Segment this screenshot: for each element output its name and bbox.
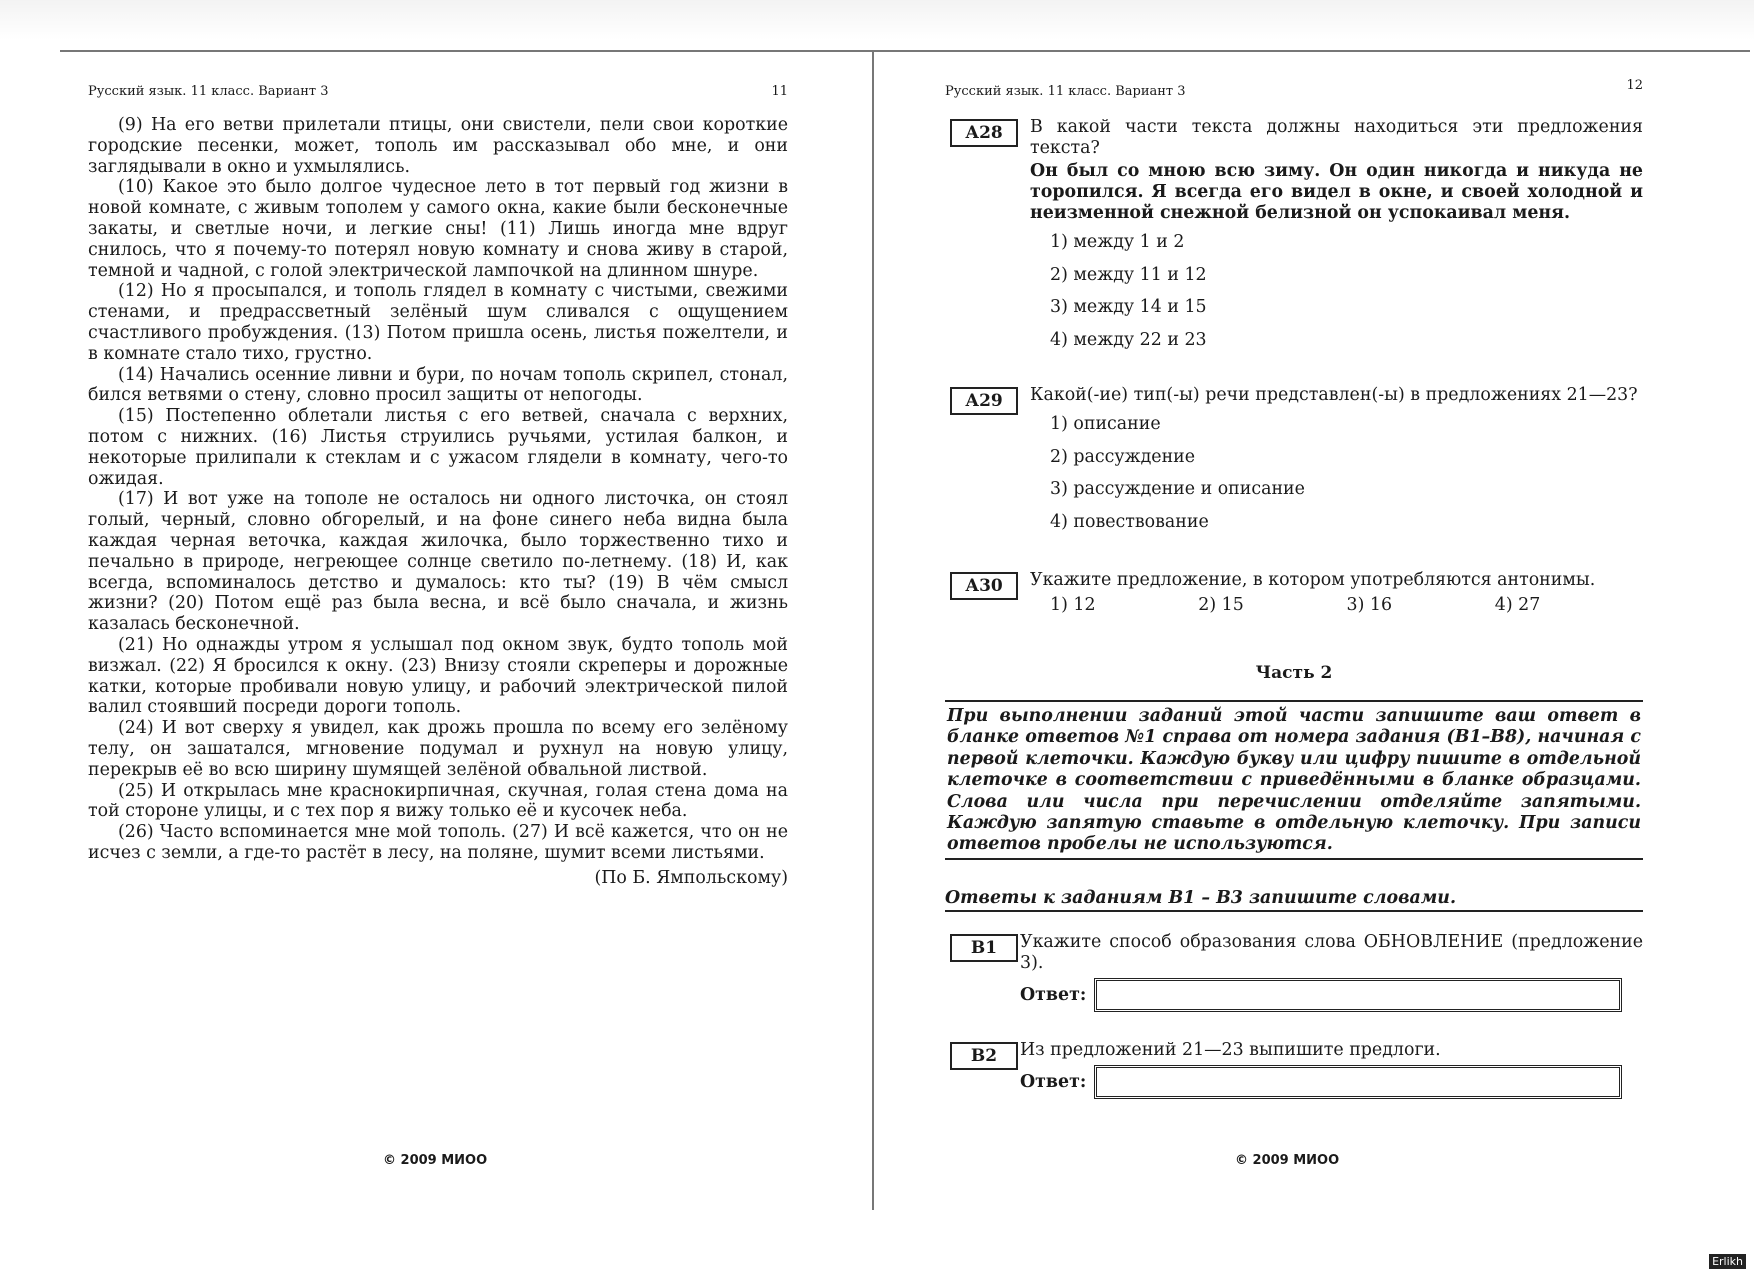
answer-field[interactable] (1094, 1065, 1622, 1099)
paragraph: (25) И открылась мне краснокирпичная, скучная, голая стена дома на той стороне улицы, и с тех пор я вижу только её и кусочек неба. (88, 780, 788, 822)
task-code: А28 (950, 119, 1018, 147)
task-question: Укажите предложение, в котором употребляются антонимы. (1030, 570, 1596, 590)
answer-row (1020, 1065, 1643, 1099)
option: 4) 27 (1494, 595, 1541, 615)
option: 2) 15 (1198, 595, 1244, 615)
task-code: А30 (950, 572, 1018, 600)
copyright: © 2009 МИОО (383, 1153, 488, 1168)
task-question: Укажите способ образования слова ОБНОВЛЕНИЕ (предложение 3). (1020, 932, 1643, 973)
header-title: Русский язык. 11 класс. Вариант 3 (945, 84, 1186, 99)
book-spine (872, 50, 874, 1210)
task-code: В1 (950, 934, 1018, 962)
watermark: Erlikh (1709, 1254, 1746, 1269)
task-a28 (945, 117, 1643, 362)
option: 2) рассуждение (1050, 446, 1196, 467)
task-question: В какой части текста должны находиться эти предложения текста? (1030, 117, 1643, 158)
task-b2 (945, 1040, 1643, 1099)
answer-field[interactable] (1094, 978, 1622, 1012)
paragraph: (14) Начались осенние ливни и бури, по ночам тополь скрипел, стонал, бился ветвями о стену, словно просил защиты от непогоды. (88, 364, 788, 406)
task-b1 (945, 932, 1643, 1012)
paragraph: (17) И вот уже на тополе не осталось ни одного листочка, он стоял голый, черный, словно обгорелый, и на фоне синего неба видна была каждая черная веточка, каждая жилочка, было торжественно тихо и печально в природе, негреющее солнце светило по-летнему. (18) И, как всегда, вспоминалось детство и думалось: кто ты? (19) В чём смысл жизни? (20) Потом ещё раз была весна, и всё было сначала, и жизнь казалась бесконечной. (88, 489, 788, 635)
options-list (1050, 232, 1643, 362)
task-code: В2 (950, 1042, 1018, 1070)
answer-label: Ответ: (1020, 985, 1087, 1005)
part-title: Часть 2 (1255, 663, 1333, 683)
paragraph: (24) И вот сверху я увидел, как дрожь прошла по всему его зелёному телу, он зашатался, мгновение подумал и рухнул на новую улицу, перекрыв её во всю ширину шумящей зелёной обвальной листвой. (88, 718, 788, 780)
page-number: 11 (771, 84, 788, 99)
copyright: © 2009 МИОО (1235, 1153, 1340, 1168)
task-a29 (945, 385, 1643, 544)
answer-row (1020, 978, 1643, 1012)
paragraph: (26) Часто вспоминается мне мой тополь. (27) И всё кажется, что он не исчез с земли, а где-то растёт в лесу, на поляне, шумит всеми листьями. (88, 822, 788, 863)
paragraph: (15) Постепенно облетали листья с его ветвей, сначала с верхних, потом с нижних. (16) Листья струились ручьями, устилая балкон, и некоторые прилипали к стеклам и с ужасом глядели в комнату, чего-то ожидая. (88, 406, 788, 489)
b-instructions: Ответы к заданиям В1 – В3 запишите словами. (945, 888, 1643, 912)
header-title: Русский язык. 11 класс. Вариант 3 (88, 84, 329, 99)
paragraph: (12) Но я просыпался, и тополь глядел в комнату с чистыми, свежими стенами, и предрассветный зелёный шум сливался с ощущением счастливого пробуждения. (13) Потом пришла осень, листья пожелтели, и в комнате стало тихо, грустно. (88, 281, 788, 364)
paragraph: (9) На его ветви прилетали птицы, они свистели, пели свои короткие городские песенки, может, тополь им рассказывал обо мне, и они заглядывали в окно и ухмылялись. (88, 115, 788, 177)
option: 3) 16 (1346, 595, 1393, 615)
paragraph: (21) Но однажды утром я услышал под окном звук, будто тополь мой визжал. (22) Я бросился к окну. (23) Внизу стояли скреперы и дорожные катки, которые пробивали новую улицу, и рабочий электрической пилой валил стоявший посреди дороги тополь. (88, 634, 788, 718)
story-text (88, 115, 788, 888)
paragraph: (10) Какое это было долгое чудесное лето в тот первый год жизни в новой комнате, с живым тополем у самого окна, какие были бесконечные закаты, и светлые ночи, и легкие сны! (11) Лишь иногда мне вдруг снилось, что я почему-то потерял новую комнату и снова живу в старой, темной и чадной, с голой электрической лампочкой на длинном шнуре. (88, 177, 788, 281)
option: 2) между 11 и 12 (1050, 264, 1207, 285)
option: 1) 12 (1050, 595, 1096, 615)
task-question: Из предложений 21—23 выпишите предлоги. (1020, 1040, 1441, 1060)
source-attribution: (По Б. Ямпольскому) (594, 867, 788, 888)
answer-label: Ответ: (1020, 1072, 1087, 1092)
task-question: Какой(-ие) тип(-ы) речи представлен(-ы) в предложениях 21—23? (1030, 385, 1638, 405)
top-rule (60, 50, 1750, 52)
option: 3) между 14 и 15 (1050, 297, 1207, 317)
option: 1) описание (1050, 414, 1161, 434)
task-code: А29 (950, 387, 1018, 415)
page-number: 12 (1626, 78, 1643, 93)
option: 1) между 1 и 2 (1050, 232, 1185, 252)
option: 4) между 22 и 23 (1050, 329, 1207, 350)
options-row (1050, 595, 1643, 615)
option: 3) рассуждение и описание (1050, 479, 1305, 499)
part2-instructions: При выполнении заданий этой части запишите ваш ответ в бланке ответов №1 справа от номера задания (В1–В8), начиная с первой клеточки. Каждую букву или цифру пишите в отдельной клеточке в соответствии с приведёнными в бланке образцами. Слова или числа при перечислении отделяйте запятыми. Каждую запятую ставьте в отдельную клеточку. При записи ответов пробелы не используются. (945, 700, 1643, 860)
options-list (1050, 414, 1643, 544)
task-quote: Он был со мною всю зиму. Он один никогда и никуда не торопился. Я всегда его видел в окне, и своей холодной и неизменной снежной белизной он успокаивал меня. (1030, 161, 1643, 223)
option: 4) повествование (1050, 511, 1209, 532)
task-a30 (945, 570, 1643, 615)
scan-shadow (0, 0, 1754, 40)
